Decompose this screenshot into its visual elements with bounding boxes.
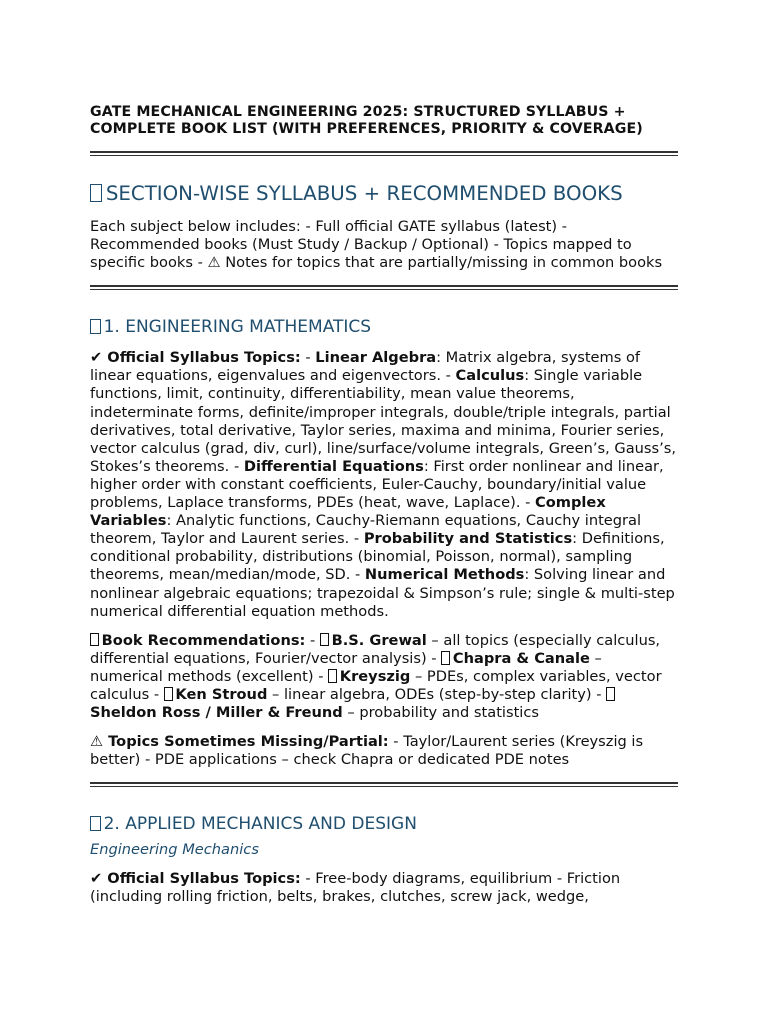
intro-paragraph: Each subject below includes: - Full official GATE syllabus (latest) - Recommended books (Must Study / Backup / Optional) - Topics mapped to specific books - ⚠ Notes for topics that are partially/missing in common books	[90, 218, 663, 272]
topic-text: : Solving linear and nonlinear algebraic equations; trapezoidal & Simpson’s rule; single & multi-step numerical differential equation methods.	[90, 566, 675, 620]
topic-label: Differential Equations	[243, 457, 424, 475]
section-divider	[90, 285, 678, 290]
missing-glyph-icon	[90, 184, 102, 202]
topic-text: : Analytic functions, Cauchy-Riemann equations, Cauchy integral theorem, Taylor and Laurent series. -	[90, 512, 642, 548]
missing-glyph-icon	[606, 687, 615, 700]
math-heading-text: 1. ENGINEERING MATHEMATICS	[103, 317, 372, 338]
mech-syllabus-paragraph	[90, 870, 678, 906]
topic-label: Probability and Statistics	[363, 530, 573, 548]
mech-heading-text: 2. APPLIED MECHANICS AND DESIGN	[103, 814, 417, 835]
math-books-paragraph: Book Recommendations: - B.S. Grewal – all topics (especially calculus, differential equations, Fourier/vector analysis) - Chapra & Canale – numerical methods (excellent) - Kreyszig – PDEs, complex variables, vector calculus - Ken Stroud – linear algebra, ODEs (step-by-step clarity) - Sheldon Ross / Miller & Freund – probability and statistics	[90, 631, 662, 722]
section-divider	[90, 782, 678, 787]
book-text: – linear algebra, ODEs (step-by-step clarity) -	[267, 685, 607, 703]
book-label: Chapra & Canale	[452, 649, 590, 667]
missing-glyph-icon	[90, 633, 99, 646]
book-text: – PDEs, complex variables, vector calculus -	[90, 667, 662, 703]
document-title: GATE MECHANICAL ENGINEERING 2025: STRUCTURED SYLLABUS + COMPLETE BOOK LIST (WITH PREFERENCES, PRIORITY & COVERAGE)	[90, 104, 643, 137]
topic-label: Calculus	[455, 367, 525, 385]
syllabus-text: - Free-body diagrams, equilibrium - Friction (including rolling friction, belts, brakes, clutches, screw jack, wedge,	[90, 870, 621, 906]
section-heading	[90, 182, 678, 206]
book-text: – probability and statistics	[342, 704, 539, 722]
book-text: – all topics (especially calculus, differential equations, Fourier/vector analysis) -	[90, 631, 661, 667]
topic-text: : First order nonlinear and linear, higher order with constant coefficients, Euler-Cauchy, boundary/initial value problems, Laplace transforms, PDEs (heat, wave, Laplace). -	[90, 457, 664, 512]
topic-label: Complex Variables	[90, 494, 606, 530]
book-label: Sheldon Ross / Miller & Freund	[90, 704, 343, 722]
books-label: Book Recommendations:	[101, 631, 306, 649]
book-label: Ken Stroud	[175, 685, 268, 703]
section-divider	[90, 151, 678, 156]
syllabus-label: ✔ Official Syllabus Topics:	[90, 870, 301, 888]
topic-text: : Matrix algebra, systems of linear equations, eigenvalues and eigenvectors. -	[90, 349, 641, 385]
book-label: B.S. Grewal	[331, 631, 427, 649]
math-missing-paragraph	[90, 733, 678, 769]
topic-text: : Definitions, conditional probability, distributions (binomial, Poisson, normal), sampling theorems, mean/median/mode, SD. -	[90, 530, 665, 584]
missing-glyph-icon	[164, 687, 173, 700]
topic-label: Linear Algebra	[315, 349, 437, 367]
topic-text: : Single variable functions, limit, continuity, differentiability, mean value theorems, indeterminate forms, definite/improper integrals, double/triple integrals, partial derivatives, total derivative, Taylor series, maxima and minima, Fourier series, vector calculus (grad, div, curl), line/surface/volume integrals, Green’s, Gauss’s, Stokes’s theorems. -	[90, 367, 677, 475]
missing-glyph-icon	[441, 651, 450, 664]
missing-glyph-icon	[320, 633, 329, 646]
section-heading-text: SECTION-WISE SYLLABUS + RECOMMENDED BOOKS	[105, 182, 623, 205]
syllabus-label: ✔ Official Syllabus Topics:	[90, 349, 301, 367]
missing-label: ⚠ Topics Sometimes Missing/Partial:	[90, 733, 389, 751]
missing-glyph-icon	[328, 669, 337, 682]
missing-glyph-icon	[90, 816, 101, 832]
topic-label: Numerical Methods	[364, 566, 525, 584]
book-text: – numerical methods (excellent) -	[90, 649, 602, 685]
math-syllabus-paragraph: ✔ Official Syllabus Topics: - Linear Algebra: Matrix algebra, systems of linear equations, eigenvalues and eigenvectors. - Calculus: Single variable functions, limit, continuity, differentiability, mean value theorems, indeterminate forms, definite/improper integrals, double/triple integrals, partial derivatives, total derivative, Taylor series, maxima and minima, Fourier series, vector calculus (grad, div, curl), line/surface/volume integrals, Green’s, Gauss’s, Stokes’s theorems. - Differential Equations: First order nonlinear and linear, higher order with constant coefficients, Euler-Cauchy, boundary/initial value problems, Laplace transforms, PDEs (heat, wave, Laplace). - Complex Variables: Analytic functions, Cauchy-Riemann equations, Cauchy integral theorem, Taylor and Laurent series. - Probability and Statistics: Definitions, conditional probability, distributions (binomial, Poisson, normal), sampling theorems, mean/median/mode, SD. - Numerical Methods: Solving linear and nonlinear algebraic equations; trapezoidal & Simpson’s rule; single & multi-step numerical differential equation methods.	[90, 349, 677, 620]
math-heading	[90, 317, 678, 338]
missing-glyph-icon	[90, 319, 101, 335]
document-page	[90, 104, 678, 907]
mech-heading	[90, 814, 678, 835]
missing-text: - Taylor/Laurent series (Kreyszig is better) - PDE applications – check Chapra or dedicated PDE notes	[90, 733, 644, 769]
book-label: Kreyszig	[339, 667, 411, 685]
mech-subheading: Engineering Mechanics	[90, 841, 259, 859]
